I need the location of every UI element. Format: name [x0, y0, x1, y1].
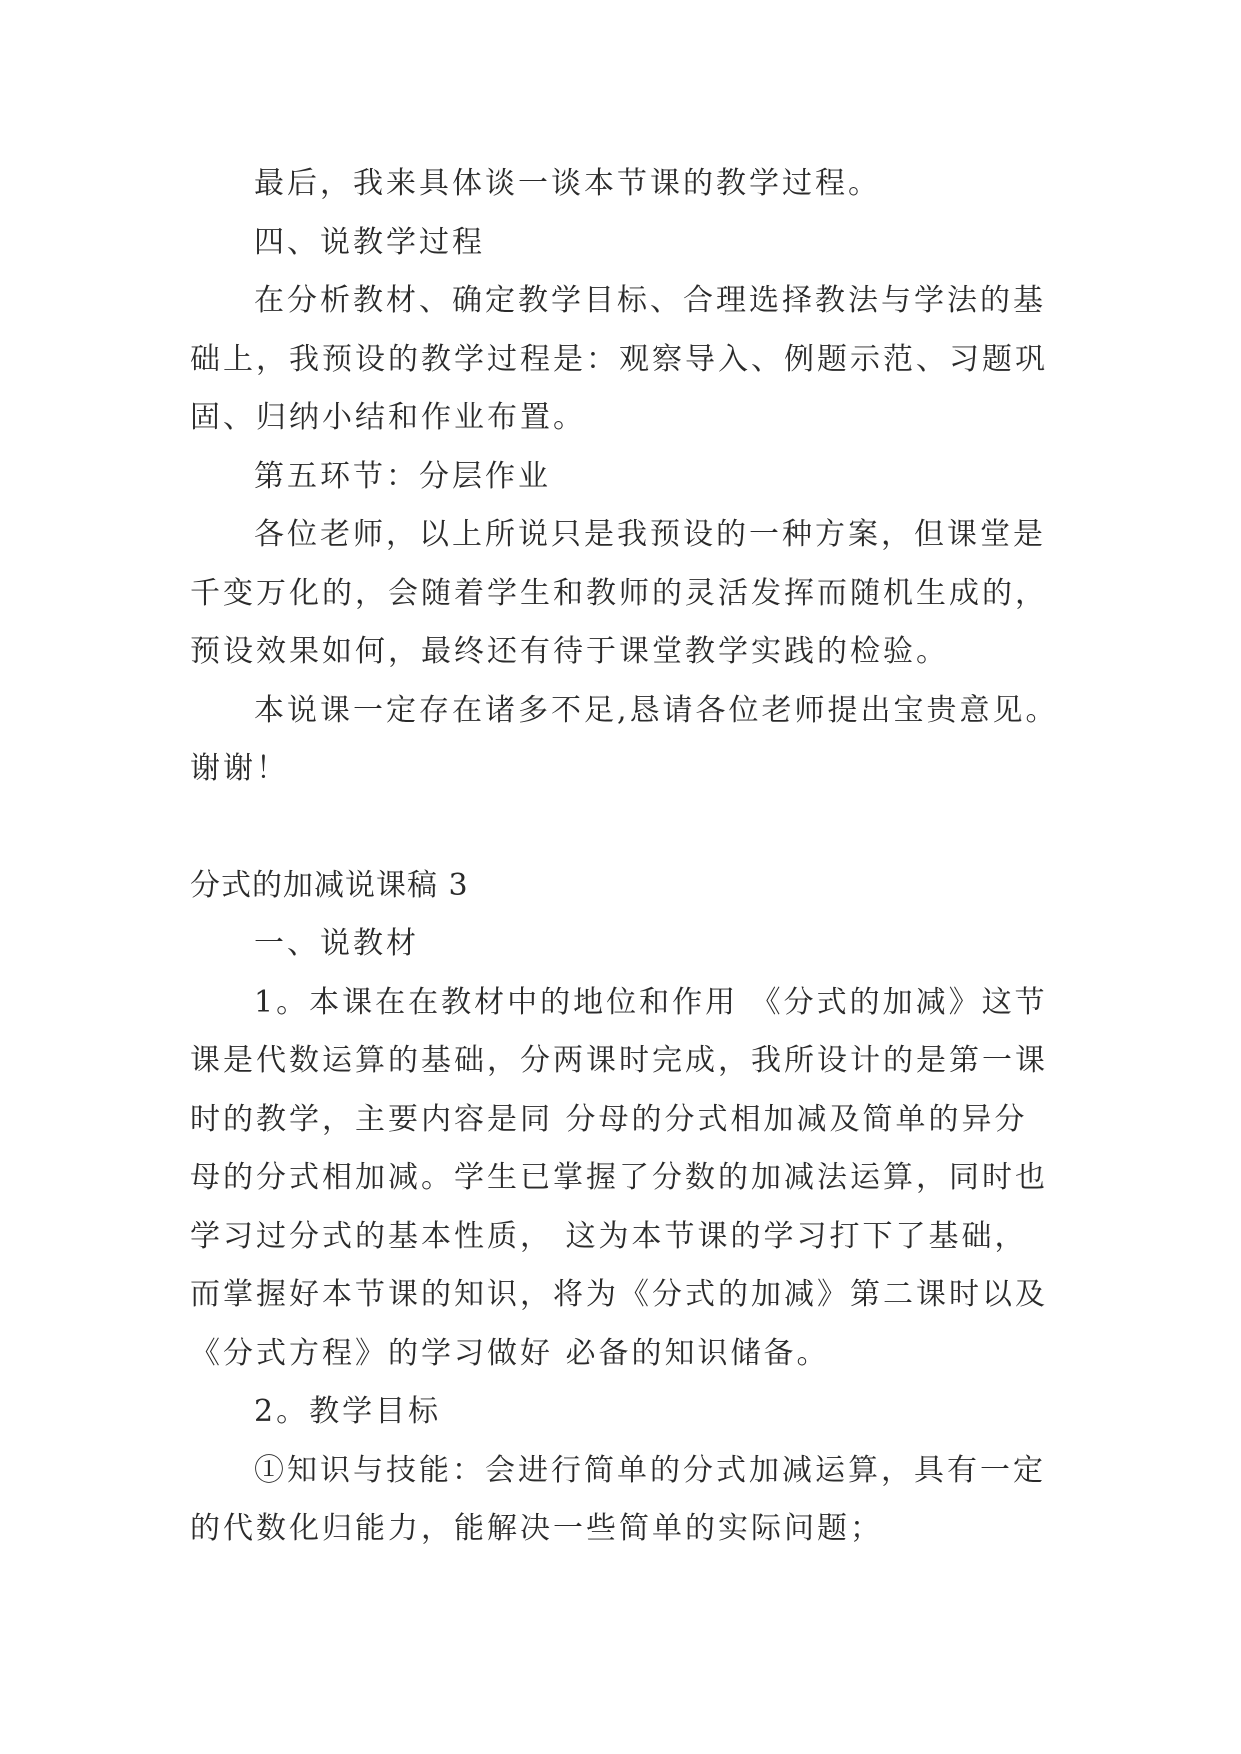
text-line: 课是代数运算的基础，分两课时完成，我所设计的是第一课: [190, 1043, 1048, 1078]
text-line: 而掌握好本节课的知识，将为《分式的加减》第二课时以及: [190, 1277, 1048, 1312]
text-line: 谢谢！: [190, 751, 289, 786]
text-line: 固、归纳小结和作业布置。: [190, 400, 586, 435]
paragraph-closing-intro: 最后，我来具体谈一谈本节课的教学过程。: [254, 166, 881, 201]
text-line: ①知识与技能：会进行简单的分式加减运算，具有一定: [254, 1452, 1046, 1488]
text-line: 预设效果如何，最终还有待于课堂教学实践的检验。: [190, 634, 949, 669]
heading-teaching-goals: 2。教学目标: [254, 1394, 442, 1429]
paragraph-process-overview: [190, 272, 1060, 448]
text-line: 《分式方程》的学习做好 必备的知识储备。: [190, 1335, 830, 1371]
section-title: 分式的加减说课稿 3: [190, 867, 469, 903]
paragraph-goal-knowledge: [190, 1442, 1060, 1559]
paragraph-thanks: [190, 682, 1060, 799]
text-line: 本说课一定存在诸多不足,恳请各位老师提出宝贵意见。: [254, 692, 1059, 728]
text-line: 学习过分式的基本性质， 这为本节课的学习打下了基础，: [190, 1218, 1028, 1254]
heading-textbook: 一、说教材: [254, 926, 419, 961]
text-line: 的代数化归能力，能解决一些简单的实际问题；: [190, 1511, 883, 1546]
text-line: 在分析教材、确定教学目标、合理选择教法与学法的基: [254, 283, 1046, 318]
text-line: 各位老师，以上所说只是我预设的一种方案，但课堂是: [254, 517, 1046, 552]
paragraph-plan-note: [190, 506, 1060, 682]
text-line: 母的分式相加减。学生已掌握了分数的加减法运算，同时也: [190, 1160, 1048, 1195]
paragraph-textbook-role: [190, 974, 1060, 1384]
text-line: 础上，我预设的教学过程是：观察导入、例题示范、习题巩: [190, 341, 1048, 377]
text-line: 1。本课在在教材中的地位和作用 《分式的加减》这节: [254, 984, 1048, 1020]
heading-stage-five: 第五环节：分层作业: [254, 458, 551, 494]
heading-teaching-process: 四、说教学过程: [254, 224, 485, 260]
text-line: 时的教学，主要内容是同 分母的分式相加减及简单的异分: [190, 1101, 1028, 1137]
document-body: [190, 155, 1060, 1559]
text-line: 千变万化的，会随着学生和教师的灵活发挥而随机生成的，: [190, 575, 1048, 611]
section-spacer: [190, 799, 1060, 857]
